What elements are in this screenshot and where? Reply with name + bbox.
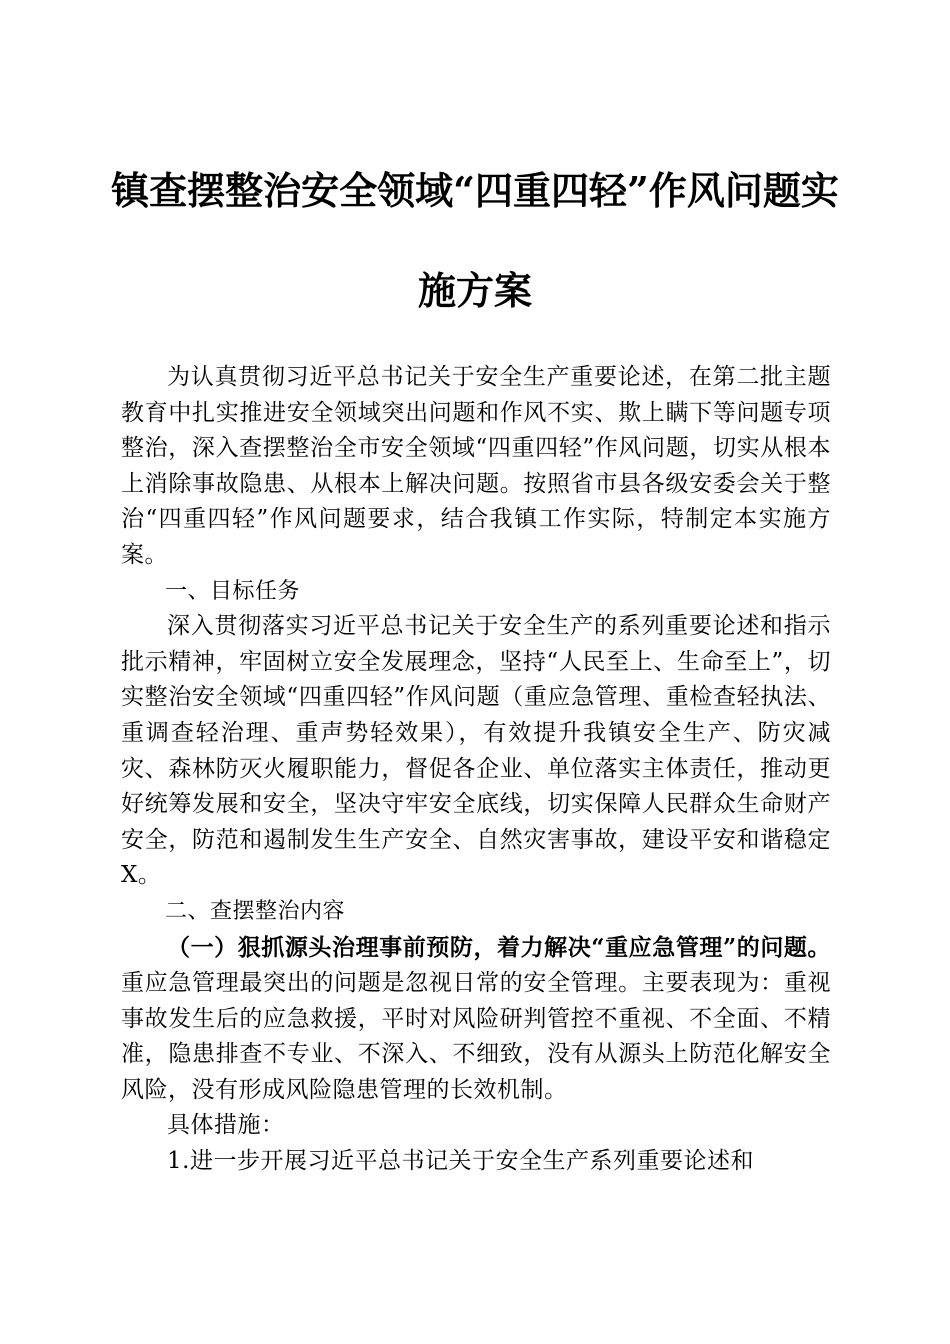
document-body (121, 360, 831, 1180)
section-heading-objectives: 一、目标任务 (165, 578, 301, 604)
subsection-1-body: 重应急管理最突出的问题是忽视日常的安全管理。主要表现为：重视事故发生后的应急救援，平时对风险研判管控不重视、不全面、不精准，隐患排查不专业、不深入、不细致，没有从源头上防范化解安全风险，没有形成风险隐患管理的长效机制。 (121, 970, 831, 1103)
intro-paragraph: 为认真贯彻习近平总书记关于安全生产重要论述，在第二批主题教育中扎实推进安全领域突出问题和作风不实、欺上瞒下等问题专项整治，深入查摆整治全市安全领域“四重四轻”作风问题，切实从根本上消除事故隐患、从根本上解决问题。按照省市县各级安委会关于整治“四重四轻”作风问题要求，结合我镇工作实际，特制定本实施方案。 (121, 364, 831, 568)
section-heading-rectification: 二、查摆整治内容 (165, 898, 346, 924)
measures-label: 具体措施： (167, 1112, 285, 1139)
objectives-paragraph: 深入贯彻落实习近平总书记关于安全生产的系列重要论述和指示批示精神，牢固树立安全发展理念，坚持“人民至上、生命至上”，切实整治安全领域“四重四轻”作风问题（重应急管理、重检查轻执法、重调查轻治理、重声势轻效果），有效提升我镇安全生产、防灾减灾、森林防灭火履职能力，督促各企业、单位落实主体责任，推动更好统筹发展和安全，坚决守牢安全底线，切实保障人民群众生命财产安全，防范和遏制发生生产安全、自然灾害事故，建设平安和谐稳定X。 (121, 613, 831, 889)
document-title-line-2: 施方案 (417, 268, 532, 313)
measure-1: 1.进一步开展习近平总书记关于安全生产系列重要论述和 (167, 1148, 754, 1175)
subsection-1-paragraph (121, 930, 831, 1109)
subsection-1-lead: （一）狠抓源头治理事前预防，着力解决“重应急管理”的问题。 (167, 933, 831, 961)
document-title-line-1: 镇查摆整治安全领域“四重四轻”作风问题实 (111, 168, 839, 213)
